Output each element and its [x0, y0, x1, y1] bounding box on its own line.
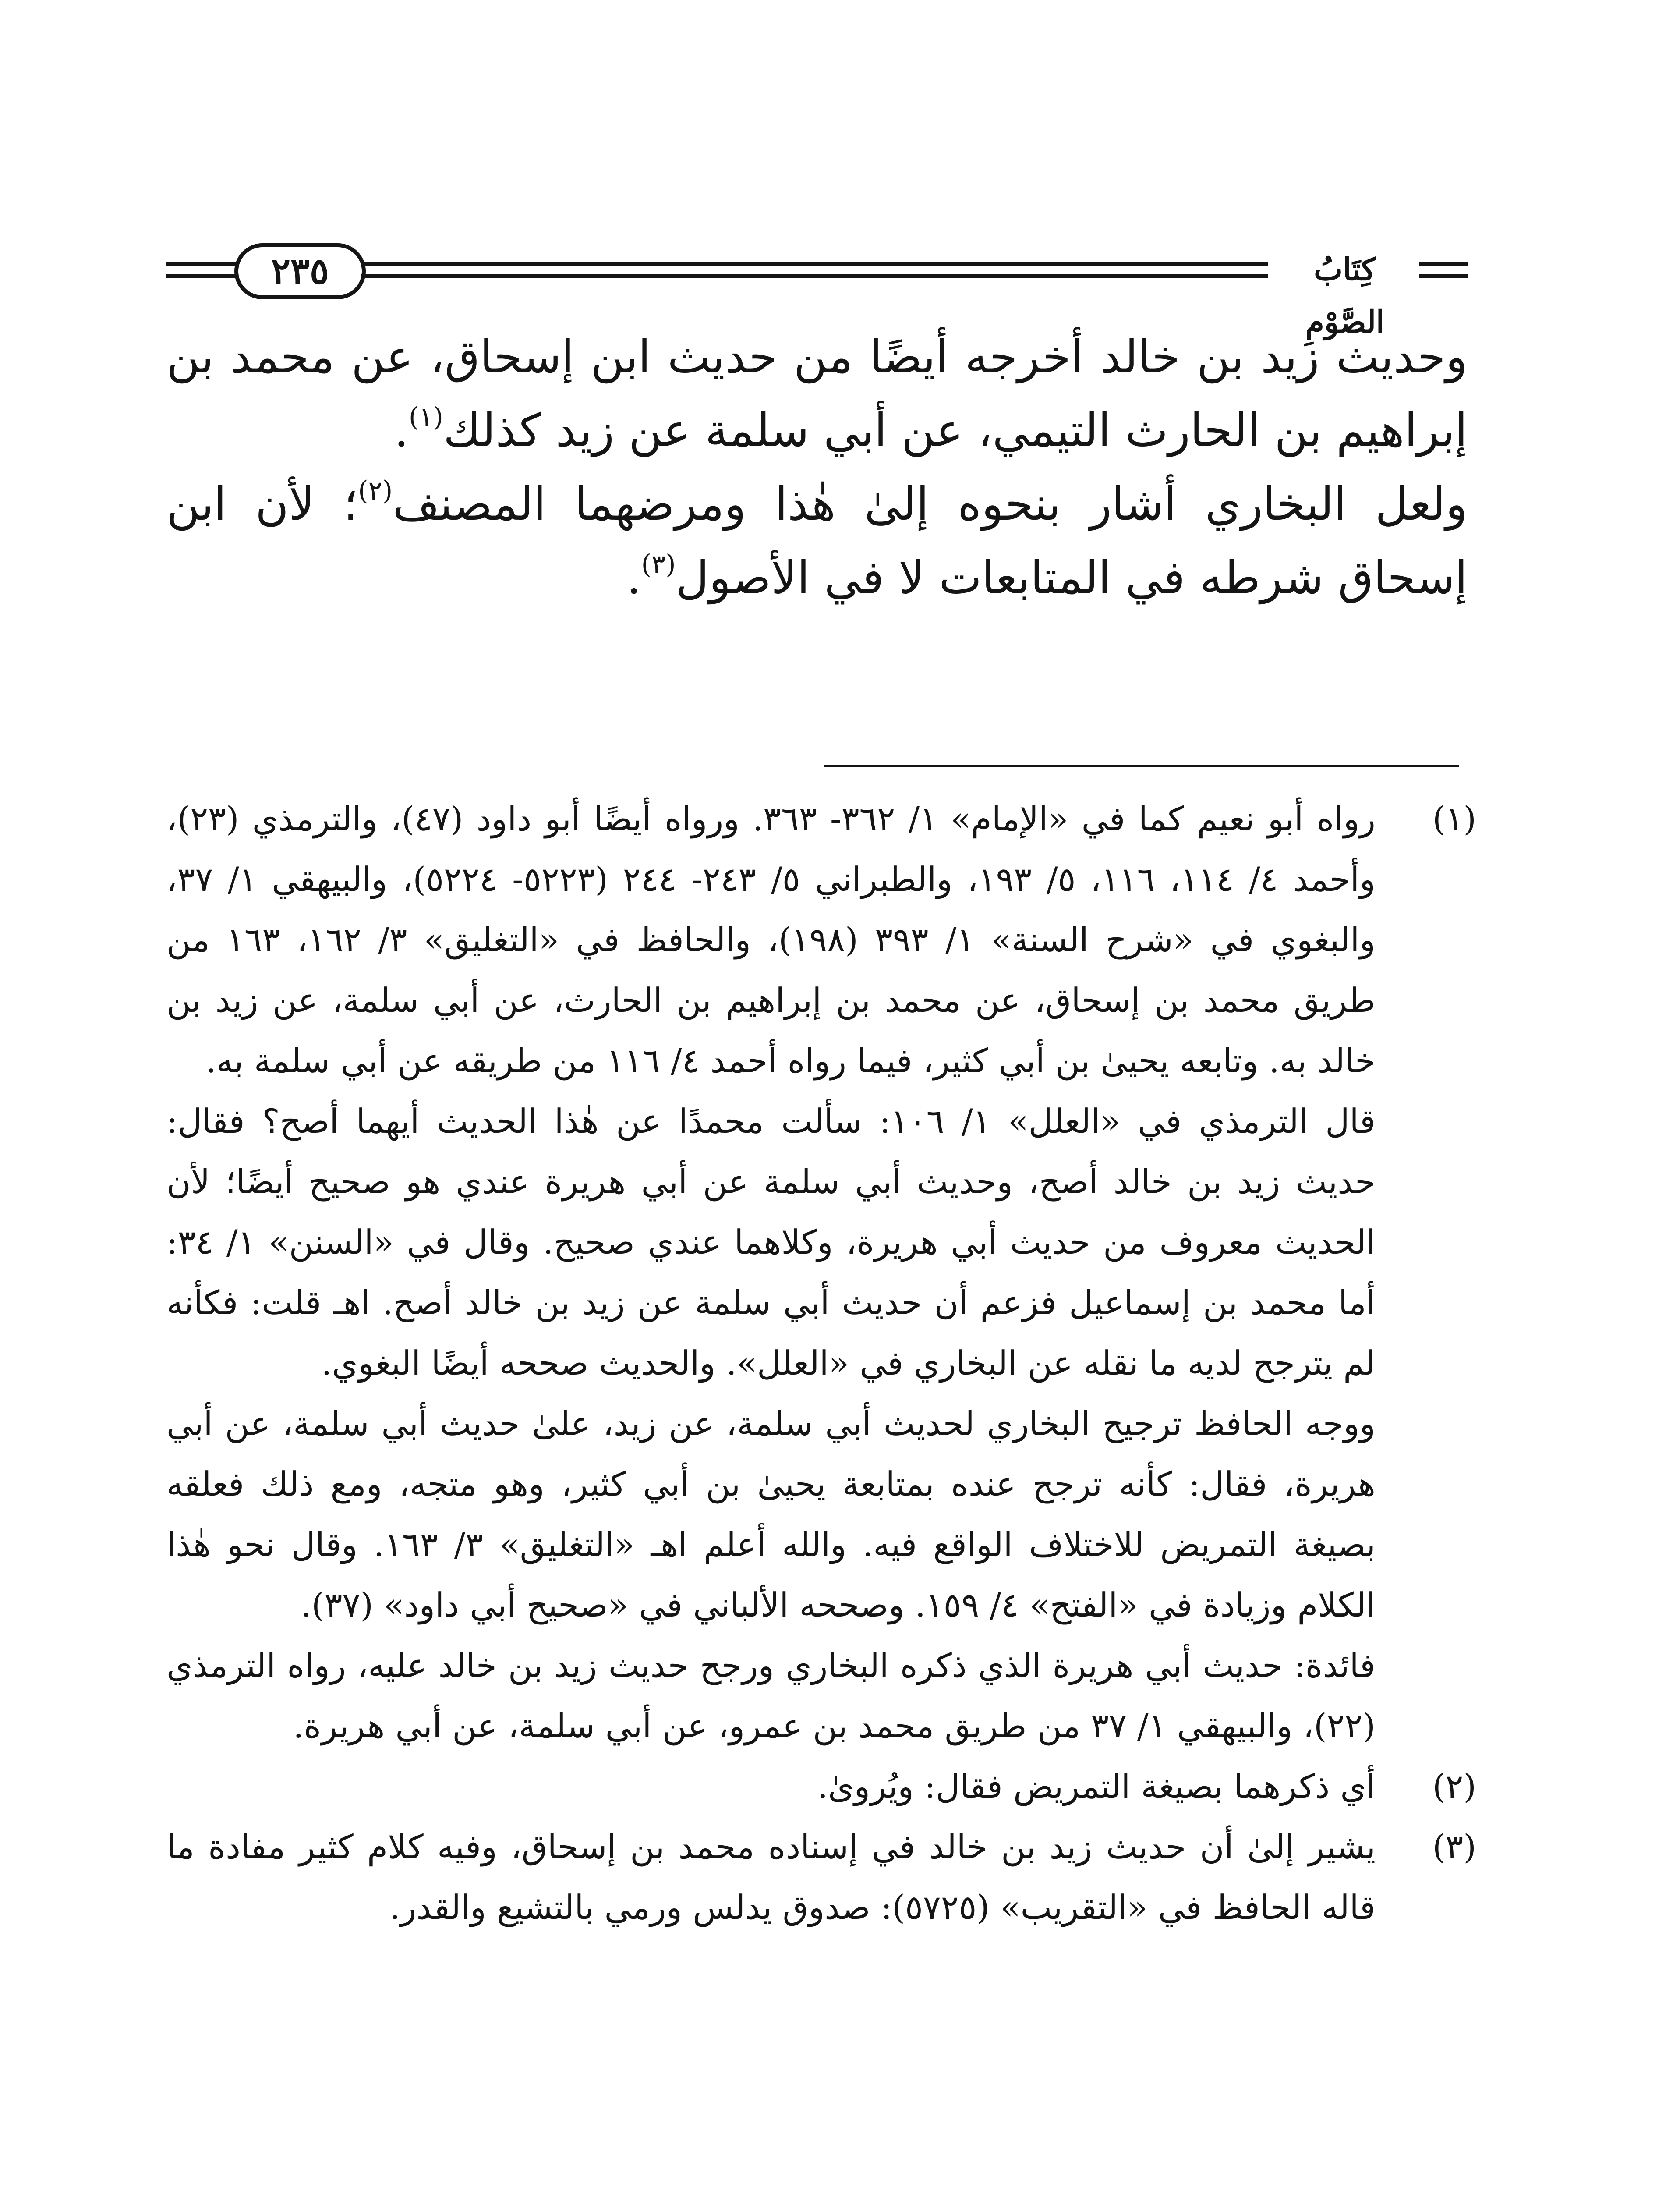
header-rule-middle: [361, 262, 1268, 266]
main-text: [166, 320, 1468, 614]
footnote-paragraph: قال الترمذي في «العلل» ١/ ١٠٦: سألت محمدًا عن هٰذا الحديث أيهما أصح؟ فقال: حديث زيد بن خالد أصح، وحديث أبي سلمة عن أبي هريرة عندي هو صحيح أيضًا؛ لأن الحديث معروف من حديث أبي هريرة، وكلاهما عندي صحيح. وقال في «السنن» ١/ ٣٤: أما محمد بن إسماعيل فزعم أن حديث أبي سلمة عن زيد بن خالد أصح. اهـ قلت: فكأنه لم يترجح لديه ما نقله عن البخاري في «العلل». والحديث صححه أيضًا البغوي.: [166, 1102, 1376, 1383]
footnote-2: [166, 1756, 1476, 1817]
footnote-paragraph: يشير إلىٰ أن حديث زيد بن خالد في إسناده محمد بن إسحاق، وفيه كلام كثير مفادة ما قاله الحافظ في «التقريب» (٥٧٢٥): صدوق يدلس ورمي بالتشيع والقدر.: [166, 1827, 1376, 1927]
main-paragraph: وحديث زيد بن خالد أخرجه أيضًا من حديث ابن إسحاق، عن محمد بن إبراهيم بن الحارث التيمي، عن أبي سلمة عن زيد كذلك$^{(١)}$.: [166, 330, 1468, 457]
header-rule-right: [1419, 262, 1468, 266]
footnote-marker: (٢): [1432, 1767, 1476, 1806]
footnote-ref: (٣): [641, 549, 676, 580]
footnote-paragraph: أي ذكرهما بصيغة التمريض فقال: ويُروىٰ.: [817, 1767, 1376, 1806]
footnote-paragraph: رواه أبو نعيم كما في «الإمام» ١/ ٣٦٢- ٣٦٣. ورواه أيضًا أبو داود (٤٧)، والترمذي (٢٣)، وأحمد ٤/ ١١٤، ١١٦، ٥/ ١٩٣، والطبراني ٥/ ٢٤٣- ٢٤٤ (٥٢٢٣- ٥٢٢٤)، والبيهقي ١/ ٣٧، والبغوي في «شرح السنة» ١/ ٣٩٣ (١٩٨)، والحافظ في «التغليق» ٣/ ١٦٢، ١٦٣ من طريق محمد بن إسحاق، عن محمد بن إبراهيم بن الحارث، عن أبي سلمة، عن زيد بن خالد به. وتابعه يحيىٰ بن أبي كثير، فيما رواه أحمد ٤/ ١١٦ من طريقه عن أبي سلمة به.: [166, 799, 1376, 1080]
page-number: ٢٣٥: [234, 243, 366, 299]
footnote-paragraph: فائدة: حديث أبي هريرة الذي ذكره البخاري ورجح حديث زيد بن خالد عليه، رواه الترمذي (٢٢)، والبيهقي ١/ ٣٧ من طريق محمد بن عمرو، عن أبي سلمة، عن أبي هريرة.: [166, 1646, 1376, 1745]
footnotes: [166, 789, 1476, 1938]
footnote-ref: (٢): [358, 475, 393, 506]
footnote-marker: (١): [1432, 799, 1476, 838]
footnote-marker: (٣): [1432, 1827, 1476, 1866]
header-rule-middle-lower: [361, 274, 1268, 278]
footnote-3: [166, 1817, 1476, 1938]
header-rule-right-lower: [1419, 274, 1468, 278]
header-rule-left-lower: [166, 274, 241, 278]
footnote-ref: (١): [408, 402, 443, 433]
main-paragraph: ولعل البخاري أشار بنحوه إلىٰ هٰذا ومرضهما المصنف$^{(٢)}$؛ لأن ابن إسحاق شرطه في المتابعات لا في الأصول$^{(٣)}$.: [166, 475, 1468, 604]
footnote-1: [166, 789, 1476, 1756]
running-header: [166, 243, 1468, 340]
running-title: كِتَابُ الصَّوْمِ: [1305, 251, 1385, 340]
footnote-paragraph: ووجه الحافظ ترجيح البخاري لحديث أبي سلمة، عن زيد، علىٰ حديث أبي سلمة، عن أبي هريرة، فقال: كأنه ترجح عنده بمتابعة يحيىٰ بن أبي كثير، وهو متجه، ومع ذلك فعلقه بصيغة التمريض للاختلاف الواقع فيه. والله أعلم اهـ «التغليق» ٣/ ١٦٣. وقال نحو هٰذا الكلام وزيادة في «الفتح» ٤/ ١٥٩. وصححه الألباني في «صحيح أبي داود» (٣٧).: [166, 1404, 1376, 1624]
header-rule-left: [166, 262, 241, 266]
footnote-separator: [824, 765, 1459, 767]
